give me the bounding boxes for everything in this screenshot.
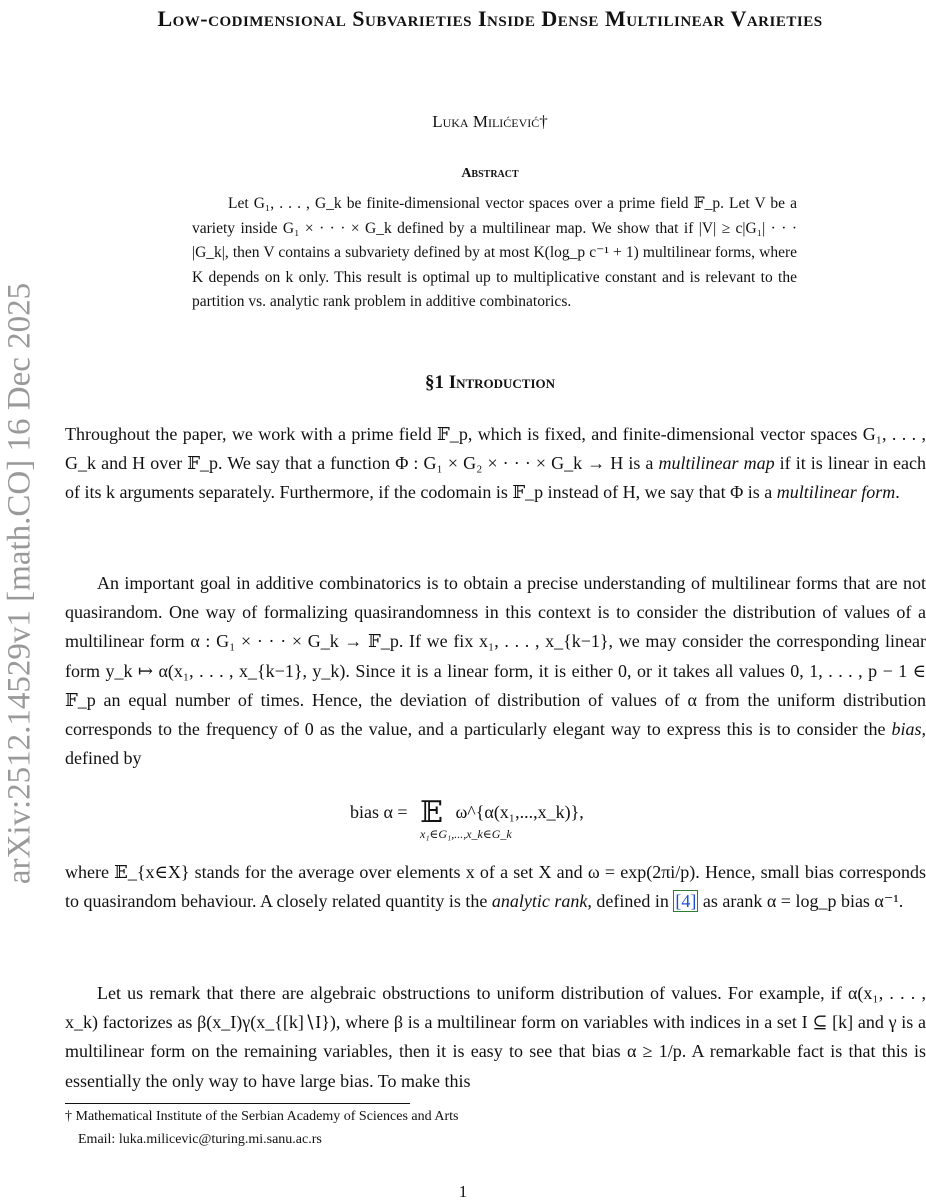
emphasis-multilinear-form: multilinear form: [776, 482, 896, 503]
abstract-body: Let G₁, . . . , G_k be finite-dimensional vector spaces over a prime field 𝔽_p. Let V be a variety inside G₁ × · · · × G_k defined by a multilinear map. We show that if |V| ≥ c|G₁| · · · |G_k|, then V contains a subvariety defined by at most K(log_p c⁻¹ + 1) multilinear forms, where K depends on k only. This result is optimal up to multiplicative constant and is relevant to the partition vs. analytic rank problem in additive combinatorics.: [192, 195, 797, 310]
page-number: 1: [458, 1182, 468, 1201]
text-run: where 𝔼_{x∈X} stands for the average over elements x of a set X and ω = exp(2πi/p). Hence, small bias corresponds to quasirandom behaviour. A closely related quantity is the: [65, 862, 926, 912]
expectation-operator: 𝔼: [420, 795, 443, 830]
paper-title: Low-codimensional Subvarieties Inside Dense Multilinear Varieties: [157, 6, 823, 31]
text-run: as arank α = log_p bias α⁻¹.: [698, 891, 904, 912]
section-heading: [180, 372, 800, 394]
intro-paragraph-1: [65, 420, 926, 508]
text-run: Throughout the paper, we work with a prime field 𝔽_p, which is fixed, and finite-dimensional vector spaces G₁, . . . , G_k and H over 𝔽_p. We say that a function Φ : G₁ × G₂ × · · · × G_k → H is a: [65, 424, 926, 474]
footnote-affiliation: † Mathematical Institute of the Serbian Academy of Sciences and Arts: [65, 1109, 459, 1124]
intro-paragraph-4: Let us remark that there are algebraic obstructions to uniform distribution of values. For example, if α(x₁, . . . , x_k) factorizes as β(x_I)γ(x_{[k]∖I}), where β is a multilinear form on variables with indices in a set I ⊆ [k] and γ is a multilinear form on the remaining variables, then it is easy to see that bias α ≥ 1/p. A remarkable fact is that this is essentially the only way to have large bias. To make this: [65, 983, 926, 1091]
text-run: .: [895, 482, 900, 503]
footnote-divider: [65, 1103, 410, 1104]
bias-equation: [300, 775, 740, 845]
equation-rhs: ω^{α(x₁,...,x_k)},: [455, 802, 584, 822]
emphasis-bias: bias: [891, 719, 922, 740]
text-run: if it is linear in each of its k arguments separately. Furthermore, if the codomain is 𝔽_p instead of H, we say that Φ is a: [65, 453, 926, 503]
text-run: , defined in: [587, 891, 674, 912]
section-number: §1: [424, 372, 444, 393]
equation-subscript: x₁∈G₁,...,x_k∈G_k: [420, 827, 512, 841]
emphasis-multilinear-map: multilinear map: [658, 453, 775, 474]
intro-paragraph-2: [65, 569, 926, 773]
citation-link[interactable]: [4]: [675, 891, 697, 912]
emphasis-analytic-rank: analytic rank: [491, 891, 588, 912]
text-run: An important goal in additive combinatorics is to obtain a precise understanding of multilinear forms that are not quasirandom. One way of formalizing quasirandomness in this context is to consider the distribution of values of a multilinear form α : G₁ × · · · × G_k → 𝔽_p. If we fix x₁, . . . , x_{k−1}, we may consider the corresponding linear form y_k ↦ α(x₁, . . . , x_{k−1}, y_k). Since it is a linear form, it is either 0, or it takes all values 0, 1, . . . , p − 1 ∈ 𝔽_p an equal number of times. Hence, the deviation of distribution of values of α from the uniform distribution corresponds to the frequency of 0 as the value, and a particularly elegant way to express this is to consider the: [65, 573, 926, 740]
footnote-email: Email: luka.milicevic@turing.mi.sanu.ac.rs: [78, 1132, 322, 1147]
author-name: Luka Milićević†: [432, 112, 548, 131]
arxiv-identifier: arXiv:2512.14529v1 [math.CO] 16 Dec 2025: [1, 282, 38, 885]
text-run: , defined by: [65, 719, 926, 769]
section-title: Introduction: [448, 372, 556, 393]
abstract-heading: Abstract: [461, 166, 519, 181]
equation-lhs: bias α =: [350, 802, 408, 822]
intro-paragraph-3: [65, 858, 926, 916]
